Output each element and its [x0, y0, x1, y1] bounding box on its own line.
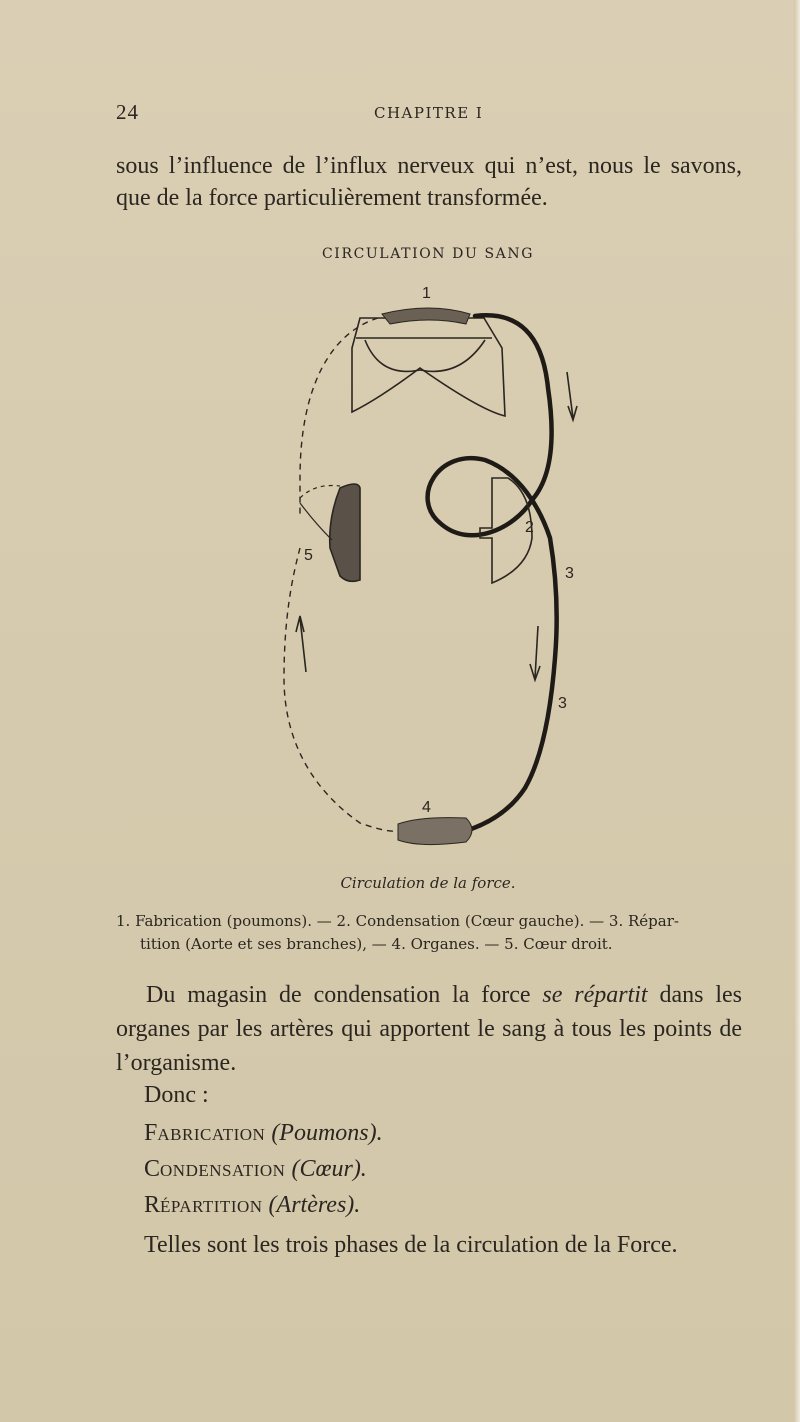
flow-arrow-up-left [296, 616, 306, 672]
body-paragraph [116, 978, 742, 1080]
closing-sentence: Telles sont les trois phases de la circulation de la Force. [144, 1232, 678, 1258]
repartition-line: RÉPARTITION (Artères). [144, 1192, 361, 1218]
label-5: 5 [304, 547, 313, 564]
figure-legend [116, 910, 752, 956]
lungs-shape [352, 308, 505, 416]
running-head: CHAPITRE I [374, 104, 484, 122]
flow-arrow-down-middle [530, 626, 540, 680]
flow-arrow-down-top [567, 372, 577, 420]
figure-caption: Circulation de la force. [340, 874, 516, 892]
donc-line: Donc : [144, 1082, 209, 1108]
legend-line-1: 1. Fabrication (poumons). — 2. Condensation (Cœur gauche). — 3. Répar- [116, 912, 679, 930]
organs-shape [398, 818, 472, 845]
label-3b: 3 [558, 695, 567, 712]
label-1: 1 [422, 285, 431, 302]
circulation-diagram [270, 278, 600, 878]
condensation-line: CONDENSATION (Cœur). [144, 1156, 367, 1182]
label-3a: 3 [565, 565, 574, 582]
fabrication-line: FABRICATION (Poumons). [144, 1120, 383, 1146]
figure-title: CIRCULATION DU SANG [322, 246, 534, 262]
paragraph-emphasis: se répartit [542, 982, 648, 1008]
label-4: 4 [422, 799, 431, 816]
paragraph-end: dans les organes par les artères qui apportent le sang à tous les points de l’organisme. [116, 982, 742, 1076]
aorta-path [400, 315, 557, 838]
intro-paragraph: sous l’influence de l’influx nerveux qui n’est, nous le savons, que de la force particulièrement transformée. [116, 153, 742, 211]
label-2: 2 [525, 519, 534, 536]
legend-line-2: tition (Aorte et ses branches), — 4. Organes. — 5. Cœur droit. [140, 935, 613, 953]
page-edge [794, 0, 800, 1422]
paragraph-start: Du magasin de condensation la force [146, 982, 543, 1008]
page-number: 24 [116, 100, 139, 124]
page-header [116, 100, 740, 130]
right-heart-shape [330, 484, 360, 581]
